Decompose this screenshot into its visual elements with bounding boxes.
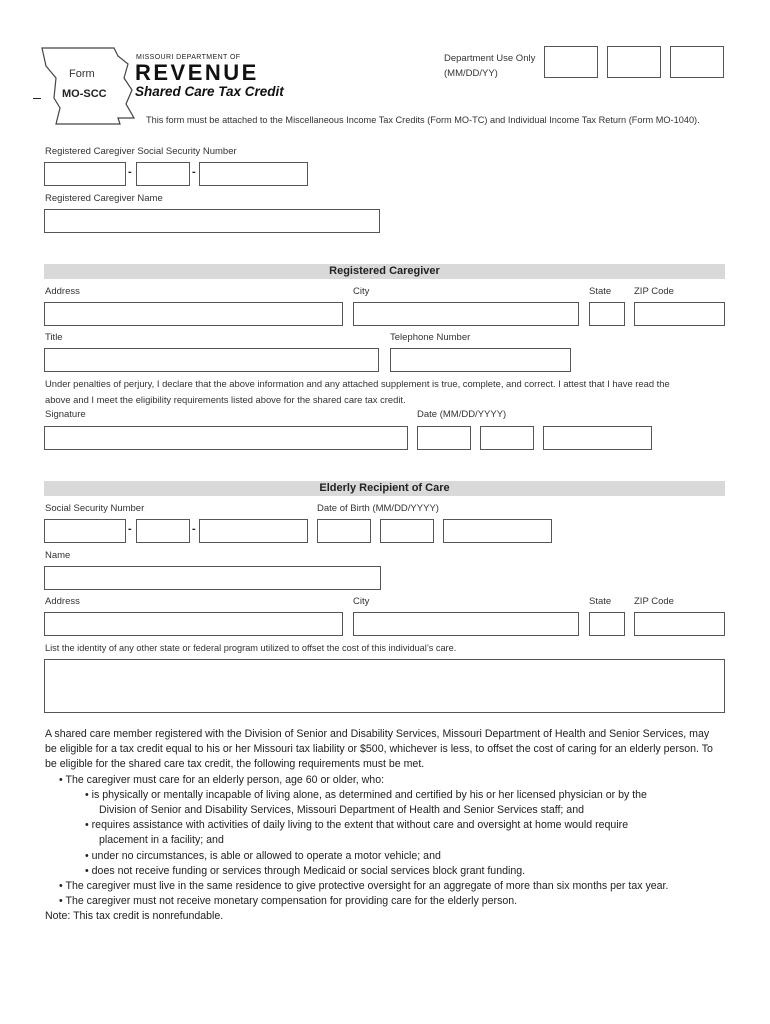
instructions-intro: A shared care member registered with the Division of Senior and Disability Services, Missouri Department of Health and Senior Services, may be eligible for a tax credit equal to his or her Missouri tax liability or $500, whichever is less, to offset the cost of caring for an elderly person. To be eligible for the shared care tax credit, the following requirements must be met.: [45, 728, 713, 771]
caregiver-phone-input[interactable]: [390, 348, 571, 372]
requirement-item: • The caregiver must care for an elderly person, age 60 or older, who:: [59, 773, 385, 786]
caregiver-ssn-label: Registered Caregiver Social Security Number: [45, 146, 237, 157]
form-title: Shared Care Tax Credit: [135, 84, 284, 99]
dept-use-year-box: [670, 46, 724, 78]
section-elderly-recipient-heading: Elderly Recipient of Care: [44, 481, 725, 496]
form-dash-mark: [33, 98, 41, 99]
elderly-zip-label: ZIP Code: [634, 596, 674, 607]
caregiver-phone-label: Telephone Number: [390, 332, 471, 343]
other-program-textarea[interactable]: [44, 659, 725, 713]
caregiver-state-input[interactable]: [589, 302, 625, 326]
missouri-outline-icon: [36, 44, 136, 128]
elderly-state-input[interactable]: [589, 612, 625, 636]
elderly-dob-year-input[interactable]: [443, 519, 552, 543]
elderly-address-input[interactable]: [44, 612, 343, 636]
sub-requirement-item: • does not receive funding or services through Medicaid or social services block grant funding.: [85, 864, 526, 877]
elderly-name-label: Name: [45, 550, 71, 561]
elderly-state-label: State: [589, 596, 612, 607]
caregiver-zip-input[interactable]: [634, 302, 725, 326]
perjury-statement-line2: above and I meet the eligibility requirements listed above for the shared care tax credit.: [45, 394, 406, 405]
dept-use-month-box: [544, 46, 598, 78]
dept-use-label: Department Use Only: [444, 53, 536, 64]
elderly-dob-label: Date of Birth (MM/DD/YYYY): [317, 503, 439, 514]
ssn-dash: -: [192, 166, 196, 178]
caregiver-name-label: Registered Caregiver Name: [45, 193, 163, 204]
elderly-ssn-part3-input[interactable]: [199, 519, 308, 543]
ssn-dash: -: [128, 523, 132, 535]
elderly-dob-month-input[interactable]: [317, 519, 371, 543]
elderly-city-label: City: [353, 596, 370, 607]
other-program-label: List the identity of any other state or federal program utilized to offset the cost of this individual’s care.: [45, 643, 457, 653]
elderly-address-label: Address: [45, 596, 80, 607]
sub-requirement-continuation: placement in a facility; and: [99, 834, 224, 847]
caregiver-name-input[interactable]: [44, 209, 380, 233]
form-label: Form: [69, 68, 95, 80]
elderly-ssn-part1-input[interactable]: [44, 519, 126, 543]
caregiver-ssn-part3-input[interactable]: [199, 162, 308, 186]
caregiver-zip-label: ZIP Code: [634, 286, 674, 297]
caregiver-city-label: City: [353, 286, 370, 297]
nonrefundable-note: Note: This tax credit is nonrefundable.: [45, 910, 224, 923]
elderly-ssn-part2-input[interactable]: [136, 519, 190, 543]
caregiver-state-label: State: [589, 286, 612, 297]
sub-requirement-item: • requires assistance with activities of daily living to the extent that without care and oversight at home would require: [85, 819, 629, 832]
dept-use-format: (MM/DD/YY): [444, 68, 498, 79]
sub-requirement-item: • under no circumstances, is able or allowed to operate a motor vehicle; and: [85, 849, 441, 862]
sub-requirement-item: • is physically or mentally incapable of living alone, as determined and certified by his or her licensed physician or by the: [85, 788, 647, 801]
signature-label: Signature: [45, 409, 86, 420]
requirement-item: • The caregiver must live in the same residence to give protective oversight for an aggregate of more than six months per tax year.: [59, 880, 669, 893]
eligibility-instructions: [45, 727, 720, 925]
sub-requirement-continuation: Division of Senior and Disability Services, Missouri Department of Health and Senior Services staff; and: [99, 804, 584, 817]
requirement-item: • The caregiver must not receive monetary compensation for providing care for the elderly person.: [59, 895, 518, 908]
attach-note: This form must be attached to the Miscellaneous Income Tax Credits (Form MO-TC) and Individual Income Tax Return (Form MO-1040).: [146, 115, 700, 125]
elderly-zip-input[interactable]: [634, 612, 725, 636]
elderly-ssn-label: Social Security Number: [45, 503, 145, 514]
signature-input[interactable]: [44, 426, 408, 450]
agency-name: MISSOURI DEPARTMENT OF: [136, 54, 241, 61]
elderly-name-input[interactable]: [44, 566, 381, 590]
caregiver-address-label: Address: [45, 286, 80, 297]
section-registered-caregiver-heading: Registered Caregiver: [44, 264, 725, 279]
dept-use-day-box: [607, 46, 661, 78]
revenue-logo: REVENUE: [135, 60, 259, 85]
ssn-dash: -: [128, 166, 132, 178]
caregiver-ssn-part1-input[interactable]: [44, 162, 126, 186]
signature-date-month-input[interactable]: [417, 426, 471, 450]
caregiver-ssn-part2-input[interactable]: [136, 162, 190, 186]
caregiver-title-input[interactable]: [44, 348, 379, 372]
ssn-dash: -: [192, 523, 196, 535]
signature-date-day-input[interactable]: [480, 426, 534, 450]
caregiver-address-input[interactable]: [44, 302, 343, 326]
form-number: MO-SCC: [62, 88, 107, 100]
elderly-dob-day-input[interactable]: [380, 519, 434, 543]
signature-date-label: Date (MM/DD/YYYY): [417, 409, 507, 420]
elderly-city-input[interactable]: [353, 612, 579, 636]
caregiver-title-label: Title: [45, 332, 63, 343]
caregiver-city-input[interactable]: [353, 302, 579, 326]
perjury-statement-line1: Under penalties of perjury, I declare that the above information and any attached supplement is true, complete, and correct. I attest that I have read the: [45, 378, 670, 389]
signature-date-year-input[interactable]: [543, 426, 652, 450]
